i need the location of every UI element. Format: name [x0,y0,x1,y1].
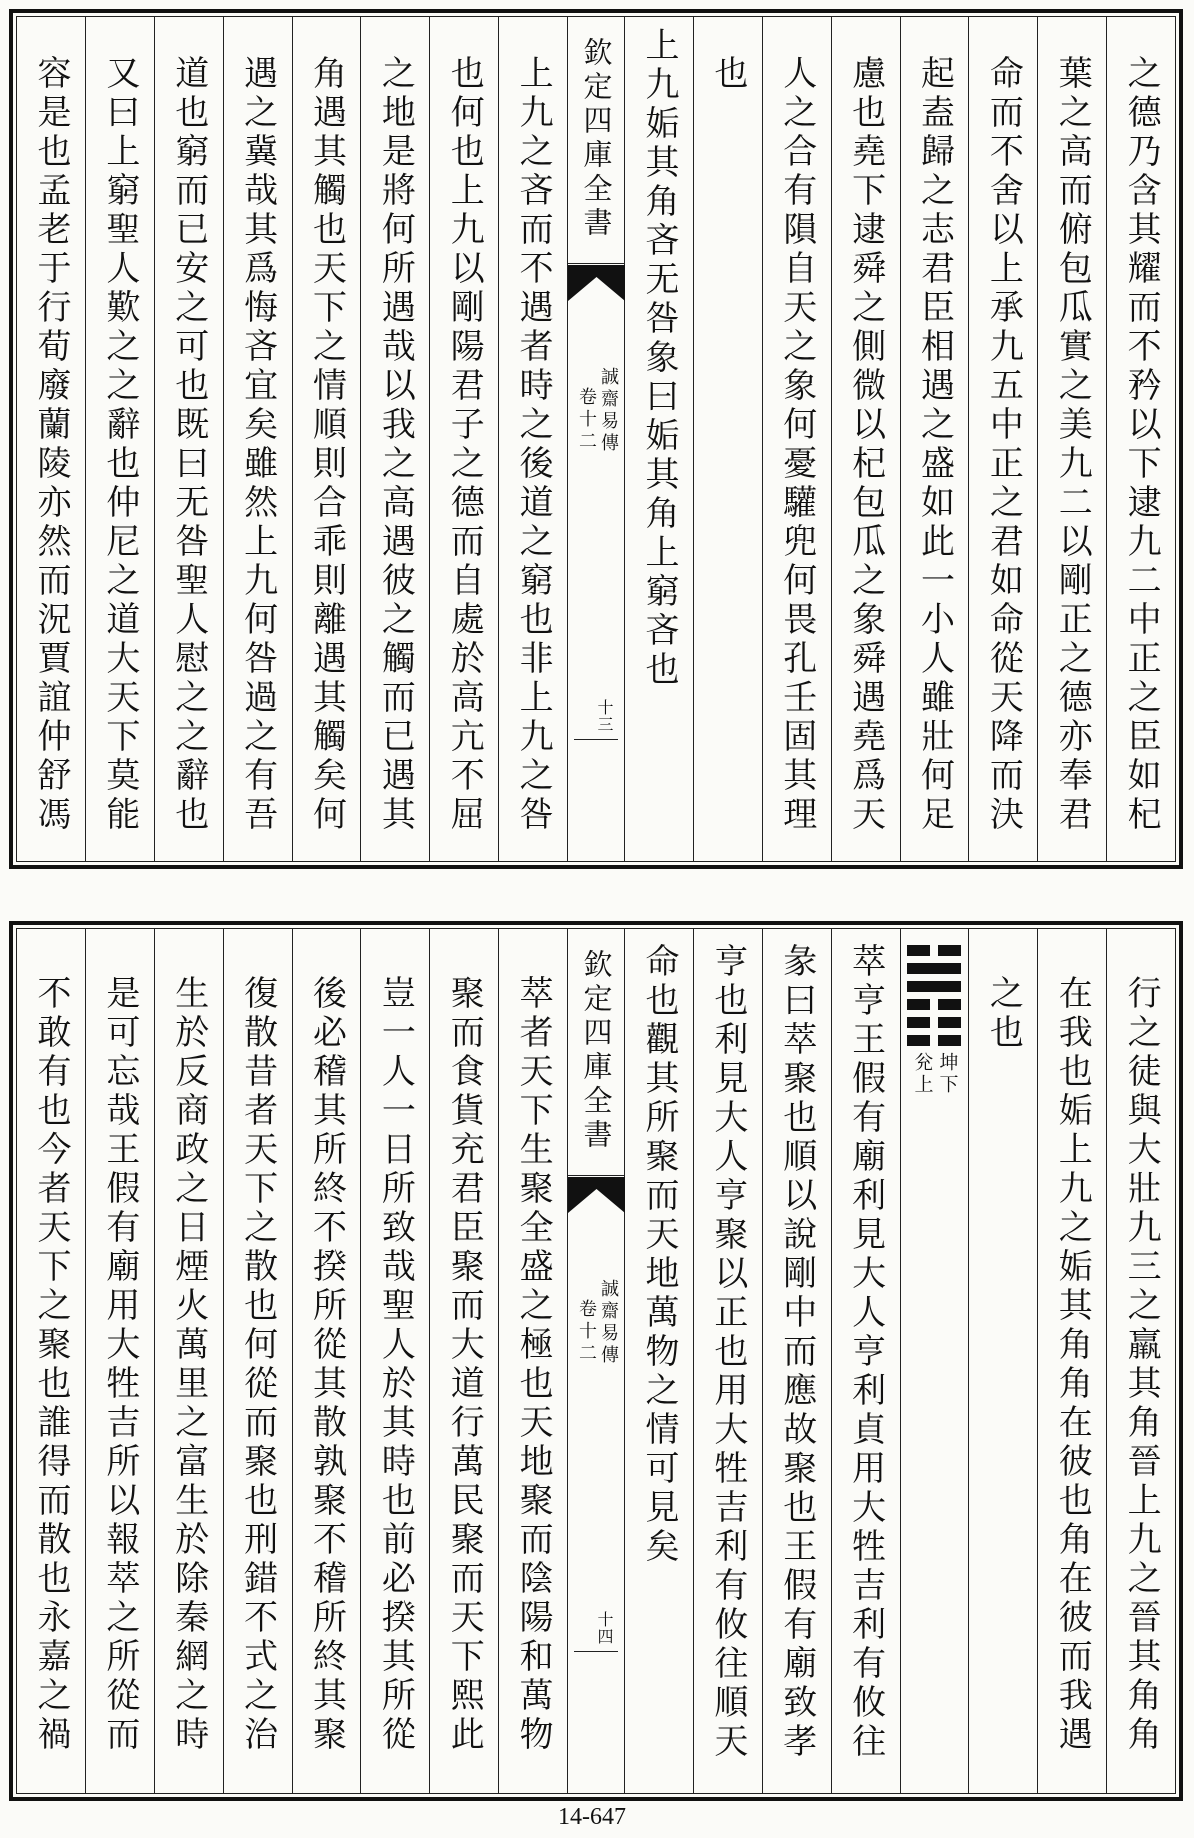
text-column [223,17,292,861]
hexagram-line-yin [907,945,961,956]
text-column [429,929,498,1793]
strip-divider [574,739,618,740]
column-text: 容是也孟老于行荀廢蘭陵亦然而況賈誼仲舒馮 [30,55,71,835]
column-text: 角遇其觸也天下之情順則合乖則離遇其觸矣何 [306,55,347,835]
upper-folio-panel [9,9,1183,869]
column-text: 後必稽其所終不揆所從其散孰聚不稽所終其聚 [306,975,347,1755]
heading-column [693,929,762,1793]
book-series-title: 欽定四庫全書 [579,949,614,1153]
column-text: 慮也堯下逮舜之側微以杞包瓜之象舜遇堯爲天 [845,55,886,835]
text-column [292,929,361,1793]
text-column [498,929,567,1793]
text-column [498,17,567,861]
column-text: 道也窮而已安之可也既曰无咎聖人慰之之辭也 [168,55,209,835]
hexagram-line-yin [907,999,961,1010]
hexagram-line-yang [907,963,961,974]
column-text: 上九之吝而不遇者時之後道之窮也非上九之咎 [513,55,554,835]
column-text: 之地是將何所遇哉以我之高遇彼之觸而已遇其 [375,55,416,835]
column-text: 行之徒與大壯九三之羸其角晉上九之晉其角角 [1121,975,1162,1755]
cui-hexagram-icon [907,945,961,1046]
text-column [831,17,900,861]
column-text: 人之合有隕自天之象何憂驩兜何畏孔壬固其理 [776,55,817,835]
column-text: 也 [707,55,748,94]
column-text: 萃者天下生聚全盛之極也天地聚而陰陽和萬物 [513,975,554,1755]
text-column [968,929,1037,1793]
lower-trigram-label: 坤下 [936,1052,959,1096]
lower-folio-panel [9,921,1183,1801]
column-text: 是可忘哉王假有廟用大牲吉所以報萃之所從而 [99,975,140,1755]
strip-divider [568,1175,624,1176]
heading-text: 彖曰萃聚也順以說剛中而應故聚也王假有廟致孝 [776,943,817,1762]
column-text: 遇之冀哉其爲悔吝宜矣雖然上九何咎過之有吾 [237,55,278,835]
column-text: 也何也上九以剛陽君子之德而自處於高亢不屈 [444,55,485,835]
column-text: 命而不舍以上承九五中正之君如命從天降而決 [983,55,1024,835]
center-strip [567,929,624,1793]
text-column [1037,17,1106,861]
text-column [900,17,969,861]
book-title: 誠齋易傳 [598,367,619,455]
column-text: 聚而食貨充君臣聚而大道行萬民聚而天下熙此 [444,975,485,1755]
strip-divider [574,1651,618,1652]
heading-text: 上九姤其角吝无咎象曰姤其角上窮吝也 [638,27,679,690]
heading-text: 亨也利見大人亨聚以正也用大牲吉利有攸往順天 [707,943,748,1762]
column-text: 在我也姤上九之姤其角角在彼也角在彼而我遇 [1052,975,1093,1755]
text-column [154,17,223,861]
text-column [85,929,154,1793]
column-text: 不敢有也今者天下之聚也誰得而散也永嘉之禍 [30,975,71,1755]
text-column [17,929,85,1793]
trigram-labels [911,1052,959,1096]
hexagram-line-yin [907,1035,961,1046]
text-column [1037,929,1106,1793]
book-title: 誠齋易傳 [598,1279,619,1367]
volume-number: 卷十二 [576,387,597,453]
strip-divider [568,263,624,264]
column-text: 豈一人一日所致哉聖人於其時也前必揆其所從 [375,975,416,1755]
heading-column [762,929,831,1793]
text-column [360,17,429,861]
upper-trigram-label: 兊上 [911,1052,934,1096]
text-column [762,17,831,861]
leaf-number: 十四 [595,1611,614,1645]
volume-number: 卷十二 [576,1299,597,1365]
column-text: 又曰上窮聖人歎之之辭也仲尼之道大天下莫能 [99,55,140,835]
text-column [17,17,85,861]
text-column [360,929,429,1793]
text-column [292,17,361,861]
text-column [223,929,292,1793]
text-column [85,17,154,861]
heading-column [831,929,900,1793]
heading-column [624,17,693,861]
text-column [429,17,498,861]
column-text: 之也 [983,975,1024,1053]
center-strip [567,17,624,861]
text-column [1106,929,1175,1793]
column-text: 之德乃含其耀而不矜以下逮九二中正之臣如杞 [1121,55,1162,835]
fishtail-ornament-icon [568,1177,625,1215]
lower-folio-frame [16,928,1176,1794]
hexagram-line-yang [907,981,961,992]
heading-text: 萃亨王假有廟利見大人亨利貞用大牲吉利有攸往 [845,943,886,1762]
text-column [154,929,223,1793]
column-text: 起盍歸之志君臣相遇之盛如此一小人雖壯何足 [914,55,955,835]
column-text: 葉之高而俯包瓜實之美九二以剛正之德亦奉君 [1052,55,1093,835]
column-text: 生於反商政之日煙火萬里之富生於除秦網之時 [168,975,209,1755]
fishtail-ornament-icon [568,265,625,303]
text-column [968,17,1037,861]
heading-column [624,929,693,1793]
page-number: 14-647 [558,1804,626,1830]
book-series-title: 欽定四庫全書 [579,37,614,241]
text-column [693,17,762,861]
heading-text: 命也觀其所聚而天地萬物之情可見矣 [638,943,679,1567]
leaf-number: 十三 [595,699,614,733]
upper-folio-frame [16,16,1176,862]
column-text: 復散昔者天下之散也何從而聚也刑錯不式之治 [237,975,278,1755]
hexagram-line-yin [907,1017,961,1028]
text-column [1106,17,1175,861]
hexagram-column [900,929,969,1793]
